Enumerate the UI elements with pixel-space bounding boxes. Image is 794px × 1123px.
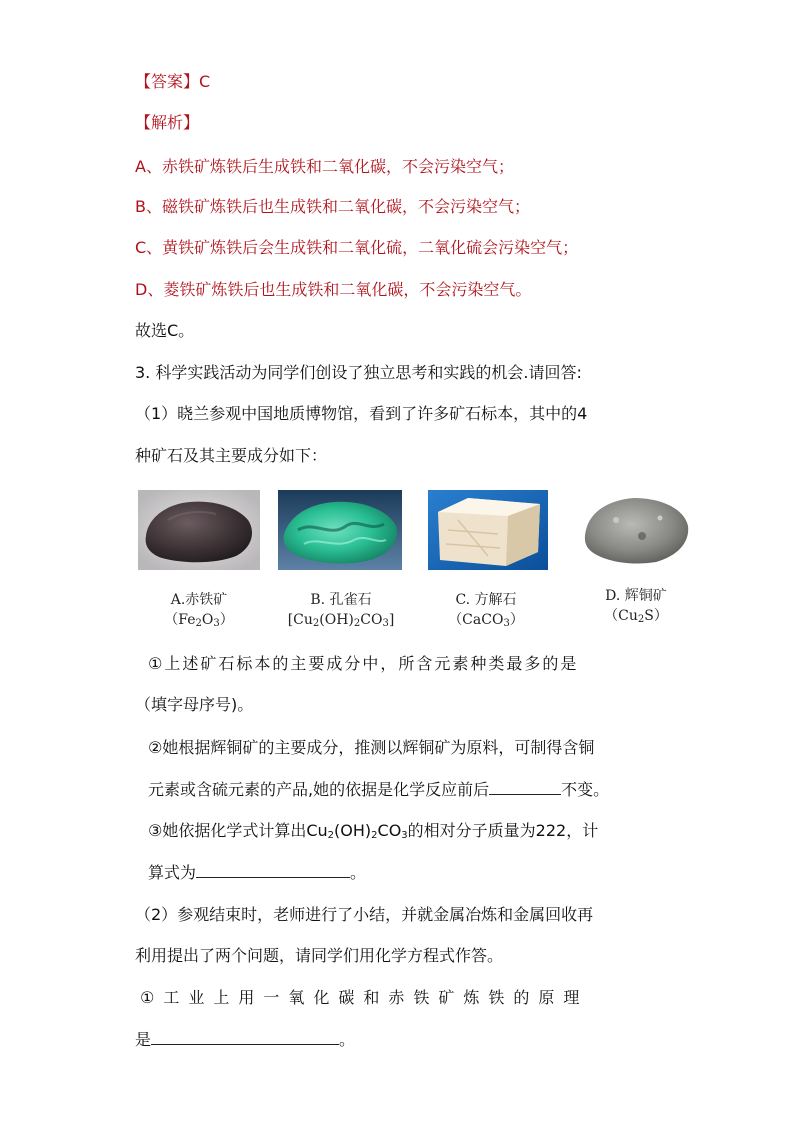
part1-line1: （1）晓兰参观中国地质博物馆，看到了许多矿石标本，其中的4 [135,404,588,423]
sub1-line2: （填字母序号)。 [135,695,254,714]
mineral-d-caption [584,586,688,626]
mineral-d-formula: $(Cu_2S)$ [604,608,668,625]
part2-sub1-line1: ①工业上用一氧化碳和赤铁矿炼铁的原理 [140,988,589,1007]
sub2-line2: 元素或含硫元素的产品,她的依据是化学反应前后 不变。 [148,780,610,799]
option-a: A、赤铁矿炼铁后生成铁和二氧化碳，不会污染空气； [135,157,514,176]
question-3-stem: 3. 科学实践活动为同学们创设了独立思考和实践的机会.请回答: [135,363,582,382]
option-b: B、磁铁矿炼铁后也生成铁和二氧化碳，不会污染空气； [135,197,530,216]
sub3-line1: ③她依据化学式计算出$Cu_2(OH)_2CO_3$的相对分子质量为222，计 [148,821,599,841]
mineral-c-caption [430,590,542,630]
malachite-image [278,490,402,570]
mineral-a-caption [145,590,253,630]
mineral-c-label: C. 方解石 [455,592,517,608]
option-d: D、菱铁矿炼铁后也生成铁和二氧化碳，不会污染空气。 [135,280,532,299]
answer-value: C [199,72,211,91]
sub1-line1: ①上述矿石标本的主要成分中，所含元素种类最多的是 [148,654,579,673]
mineral-b-formula: $[Cu_2(OH)_2CO_3]$ [287,612,395,629]
analysis-label: 【解析】 [135,113,200,132]
part2-sub1-line2: 是 。 [135,1030,356,1049]
part2-line2: 利用提出了两个问题，请同学们用化学方程式作答。 [135,946,504,965]
answer-line [135,72,210,92]
answer-blank-formula[interactable] [196,862,350,878]
mineral-d-label: D. 辉铜矿 [605,588,667,604]
conclusion: 故选C。 [135,321,195,340]
mineral-b-label: B. 孔雀石 [310,592,372,608]
calcite-image [428,490,548,570]
option-c: C、黄铁矿炼铁后会生成铁和二氧化硫，二氧化硫会污染空气； [135,238,579,257]
sub2-line1: ②她根据辉铜矿的主要成分，推测以辉铜矿为原料，可制得含铜 [148,738,595,757]
answer-blank-equation[interactable] [151,1029,339,1045]
mineral-a-formula: $(Fe_2O_3)$ [164,612,234,629]
part1-line2: 种矿石及其主要成分如下： [135,446,328,465]
mineral-a-label: A.赤铁矿 [170,592,228,608]
mineral-b-caption [280,590,402,630]
mineral-c-formula: （CaCO$_3$） [448,612,524,629]
hematite-image [138,490,260,570]
answer-blank-conserved[interactable] [489,779,561,795]
answer-label: 【答案】 [135,72,200,91]
part2-line1: （2）参观结束时，老师进行了小结，并就金属冶炼和金属回收再 [135,905,594,924]
chalcocite-image [580,490,692,570]
sub3-line2: 算式为 。 [148,863,367,882]
